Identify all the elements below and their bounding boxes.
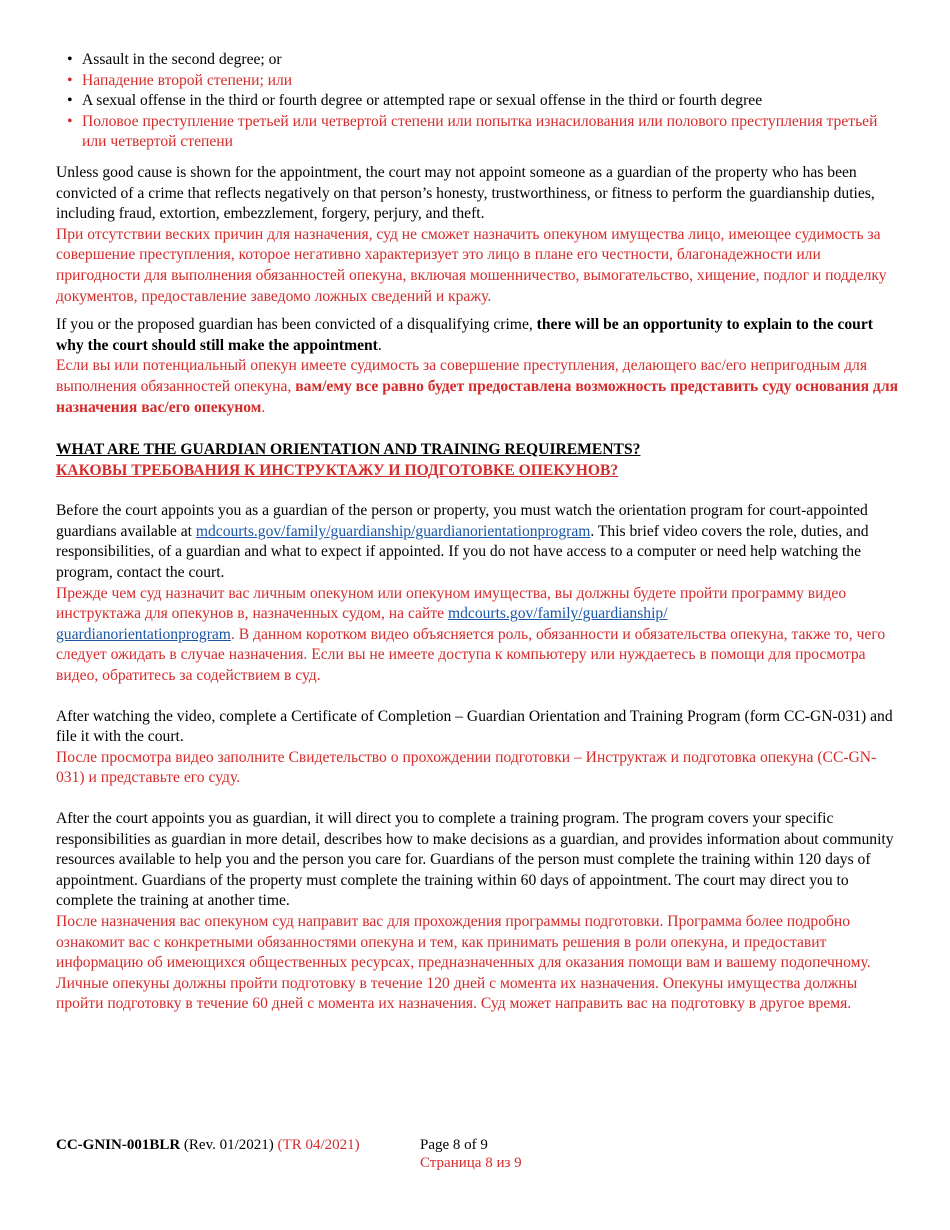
- orientation-paragraph-ru: [56, 584, 898, 687]
- certificate-paragraph-en: After watching the video, complete a Certificate of Completion – Guardian Orientation and Training Program (form CC-GN-031) and file it with the court.: [56, 707, 893, 746]
- orientation-text-ru: Прежде чем суд назначит вас личным опекуном или опекуном имущества, вы должны будете пройти программу видео инструктажа для опекунов в, назначенных судом, на сайте: [56, 584, 847, 623]
- section-heading-en: WHAT ARE THE GUARDIAN ORIENTATION AND TRAINING REQUIREMENTS?: [56, 441, 641, 459]
- form-identifier: [56, 1136, 360, 1154]
- orientation-text-end: . This brief video covers the role, duties, and responsibilities, of a guardian and what to expect if appointed. If you do not have access to a computer or need help watching the program, contact the court.: [56, 522, 869, 582]
- disqualifying-end: .: [377, 336, 382, 354]
- training-paragraph-ru: После назначения вас опекуном суд направит вас для прохождения программы подготовки. Программа более подробно ознакомит вас с конкретными обязанностями опекуна и тем, как принимать решения в роли опекуна, и предоставит информацию об имеющихся общественных ресурсах, предназначенных для оказания помощи вам и вашему подопечному. Личные опекуны должны пройти подготовку в течение 120 дней с момента их назначения. Опекуны имущества должны пройти подготовку в течение 60 дней с момента их назначения. Суд может направить вас на подготовку в другое время.: [56, 912, 871, 1013]
- good-cause-paragraph-ru: При отсутствии веских причин для назначения, суд не сможет назначить опекуном имущества лицо, имеющее судимость за совершение преступления, которое негативно характеризует это лицо в плане его честности, благонадежности или пригодности для выполнения обязанностей опекуна, включая мошенничество, вымогательство, хищение, подлог и подделку документов, предоставление заведомо ложных сведений и кражу.: [56, 225, 887, 305]
- document-page: [56, 50, 898, 1015]
- offense-bullet-list: [56, 50, 898, 153]
- translation-revision: (TR 04/2021): [277, 1137, 360, 1153]
- disqualifying-paragraph-ru: [56, 356, 898, 418]
- training-paragraph-en: After the court appoints you as guardian, it will direct you to complete a training program. The program covers your specific responsibilities as guardian in more detail, describes how to make decisions as a guardian, and provides information about community resources available to help you and the person you care for. Guardians of the person must complete the training within 120 days of appointment. Guardians of the property must complete the training within 60 days of appointment. The court may direct you to complete the training at another time.: [56, 810, 894, 910]
- disqualifying-text-ru: Если вы или потенциальный опекун имеете судимость за совершение преступления, делающего вас/его непригодным для выполнения обязанностей опекуна,: [56, 357, 867, 395]
- disqualifying-bold-text: there will be an opportunity to explain to the court why the court should still make the appointment: [56, 316, 873, 354]
- orientation-program-link[interactable]: mdcourts.gov/family/guardianship/guardianorientationprogram: [195, 522, 591, 540]
- list-item: • Половое преступление третьей или четвертой степени или попытка изнасилования или полового преступления третьей или четвертой степени: [82, 112, 898, 153]
- form-id: CC-GNIN-001BLR: [56, 1137, 181, 1153]
- disqualifying-bold-text-ru: вам/ему все равно будет предоставлена возможность представить суду основания для назначения вас/его опекуном: [56, 377, 899, 416]
- section-heading-ru: КАКОВЫ ТРЕБОВАНИЯ К ИНСТРУКТАЖУ И ПОДГОТОВКЕ ОПЕКУНОВ?: [56, 461, 619, 479]
- form-revision: (Rev. 01/2021): [180, 1137, 278, 1153]
- disqualifying-text: If you or the proposed guardian has been convicted of a disqualifying crime,: [56, 316, 537, 334]
- list-item: • Нападение второй степени; или: [82, 71, 898, 92]
- disqualifying-end-ru: .: [261, 398, 266, 416]
- page-number-ru: Страница 8 из 9: [420, 1155, 522, 1171]
- good-cause-paragraph-en: Unless good cause is shown for the appointment, the court may not appoint someone as a guardian of the property who has been convicted of a crime that reflects negatively on that person’s honesty, trustworthiness, or fitness to perform the guardianship duties, including fraud, extortion, embezzlement, forgery, perjury, and theft.: [56, 163, 875, 223]
- list-item: • Assault in the second degree; or: [82, 50, 898, 71]
- list-item: • A sexual offense in the third or fourth degree or attempted rape or sexual offense in the third or fourth degree: [82, 91, 898, 112]
- orientation-text-ru-end: . В данном коротком видео объясняется роль, обязанности и обязательства опекуна, также то, чего следует ожидать в случае назначения. Если вы не имеете доступа к компьютеру или нуждаетесь в помощи для просмотра видео, обратитесь за содействием в суд.: [56, 625, 886, 685]
- orientation-text: Before the court appoints you as a guardian of the person or property, you must watch the orientation program for court-appointed guardians available at: [56, 502, 868, 540]
- certificate-paragraph-ru: После просмотра видео заполните Свидетельство о прохождении подготовки – Инструктаж и подготовка опекуна (CC-GN-031) и представьте его суду.: [56, 748, 877, 787]
- orientation-program-link-ru-cont[interactable]: guardianorientationprogram: [56, 625, 231, 643]
- orientation-program-link-ru[interactable]: mdcourts.gov/family/guardianship/: [447, 605, 668, 623]
- page-number-en: Page 8 of 9: [420, 1137, 488, 1153]
- orientation-paragraph-en: [56, 501, 898, 583]
- disqualifying-paragraph-en: [56, 315, 898, 356]
